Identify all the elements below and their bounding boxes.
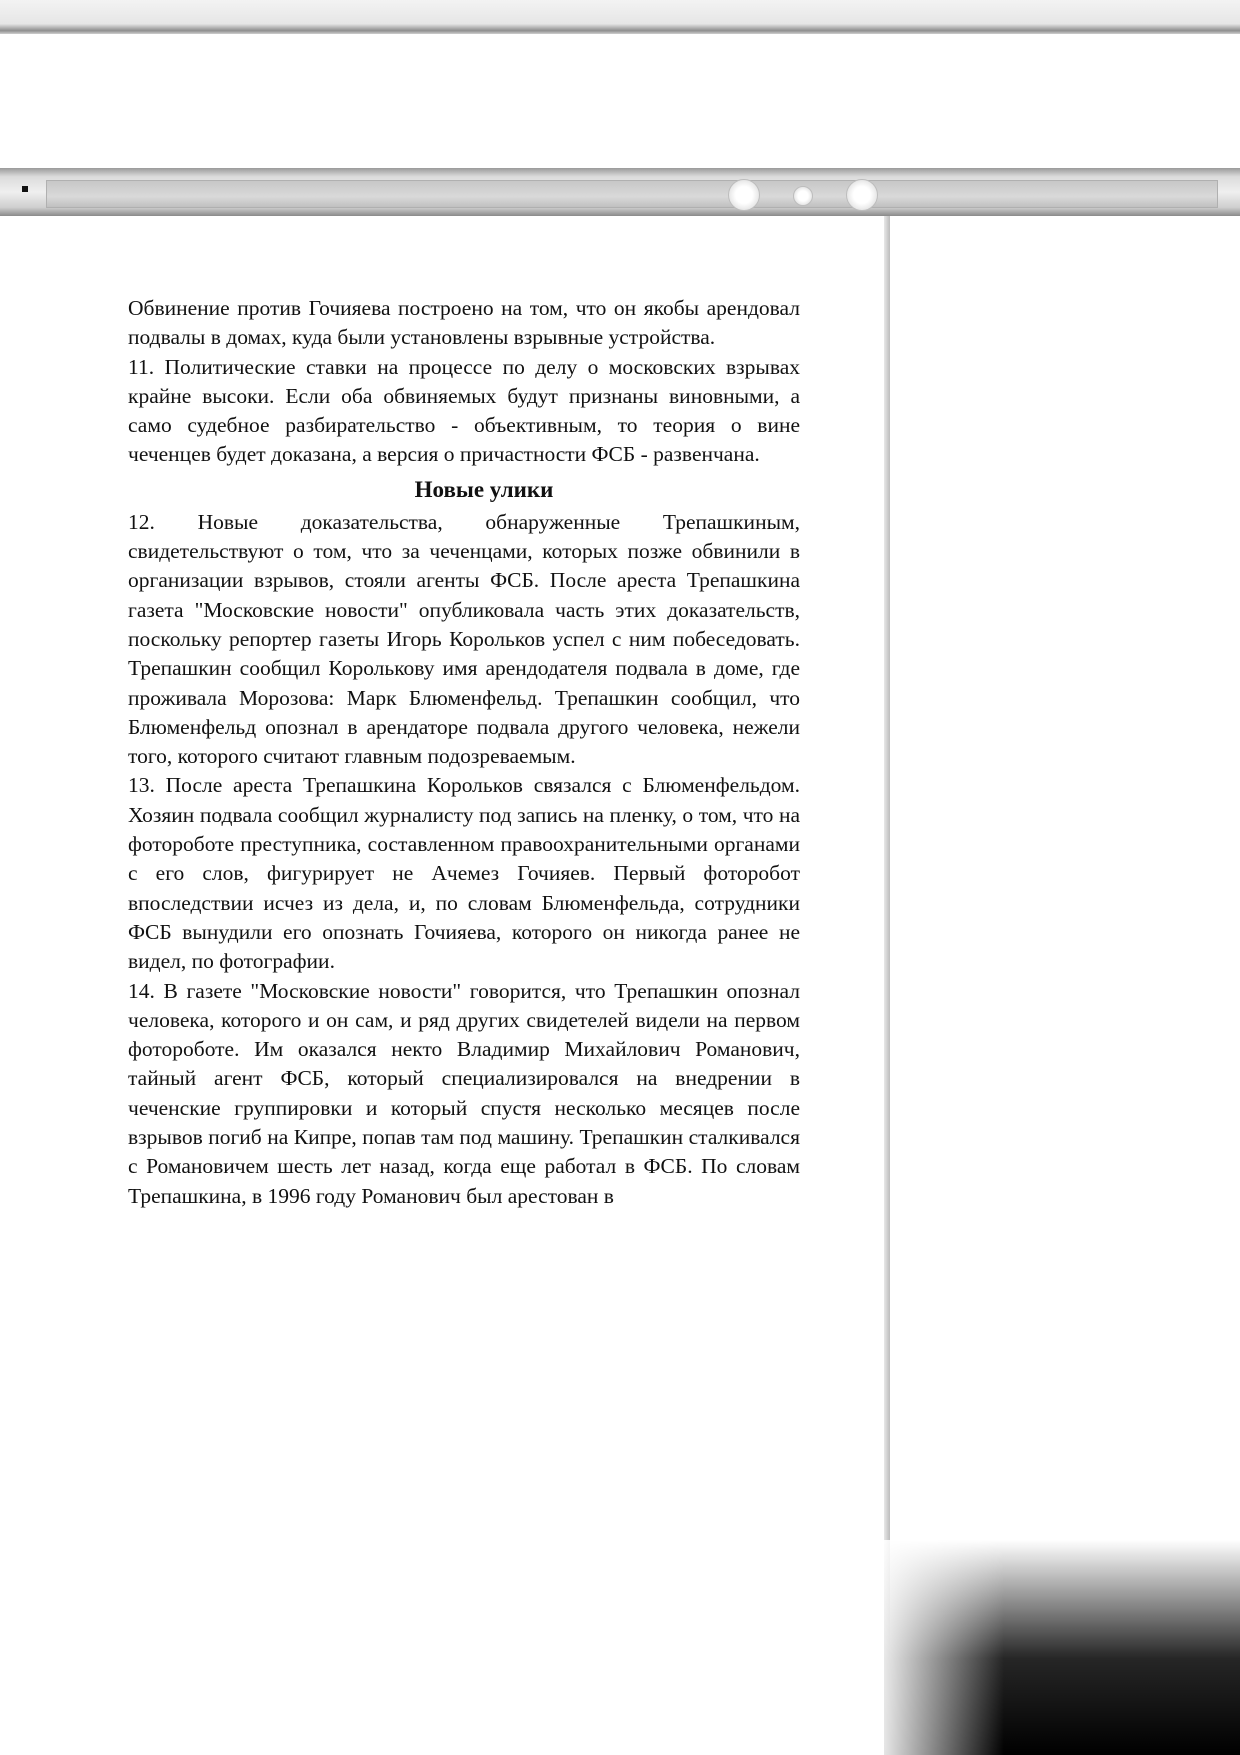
scan-dark-corner-fade [884,1540,1004,1755]
paragraph-13: 13. После ареста Трепашкина Корольков связался с Блюменфельдом. Хозяин подвала сообщил журналисту под запись на пленку, о том, что на фоторoботе преступника, составленном правоохранительными органами с его слов, фигурирует не Ачемез Гочияев. Первый фоторобот впоследствии исчез из дела, и, по словам Блюменфельда, сотрудники ФСБ вынудили его опознать Гочияева, которого он никогда ранее не видел, по фотографии. [128,773,800,974]
paragraph: Обвинение против Гочияева построено на том, что он якобы арендовал подвалы в домах, куда были установлены взрывные устройства. [128,296,800,350]
binder-strip [46,180,1218,208]
punch-hole [728,179,760,211]
paragraph-12: 12. Новые доказательства, обнаруженные Трепашкиным, свидетельствуют о том, что за чеченцами, которых позже обвинили в организации взрывов, стояли агенты ФСБ. После ареста Трепашкина газета "Московские новости" опубликовала часть этих доказательств, поскольку репортер газеты Игорь Корольков успел с ним побеседовать. Трепашкин сообщил Королькову имя арендодателя подвала в доме, где проживала Морозова: Марк Блюменфельд. Трепашкин сообщил, что Блюменфельд опознал в арендаторе подвала другого человека, нежели того, которого считают главным подозреваемым. [128,509,800,769]
document-body [128,294,800,1211]
scan-top-edge [0,0,1240,34]
section-heading: Новые улики [414,476,554,502]
binder-marker [22,186,28,192]
punch-hole [846,179,878,211]
paragraph-14: 14. В газете "Московские новости" говорится, что Трепашкин опознал человека, которого и он сам, и ряд других свидетелей видели на первом фотороботе. Им оказался некто Владимир Михайлович Романович, тайный агент ФСБ, который специализировался на внедрении в чеченские группировки и который спустя несколько месяцев после взрывов погиб на Кипре, попав там под машину. Трепашкин сталкивался с Романовичем шесть лет назад, когда еще работал в ФСБ. По словам Трепашкина, в 1996 году Романович был арестован в [128,978,800,1208]
punch-hole [793,186,813,206]
page-edge-shadow [884,216,890,1755]
paragraph-11: 11. Политические ставки на процессе по делу о московских взрывах крайне высоки. Если оба обвиняемых будут признаны виновными, а само судебное разбирательство - объективным, то теория о вине чеченцев будет доказана, а версия о причастности ФСБ - развенчана. [128,354,800,467]
